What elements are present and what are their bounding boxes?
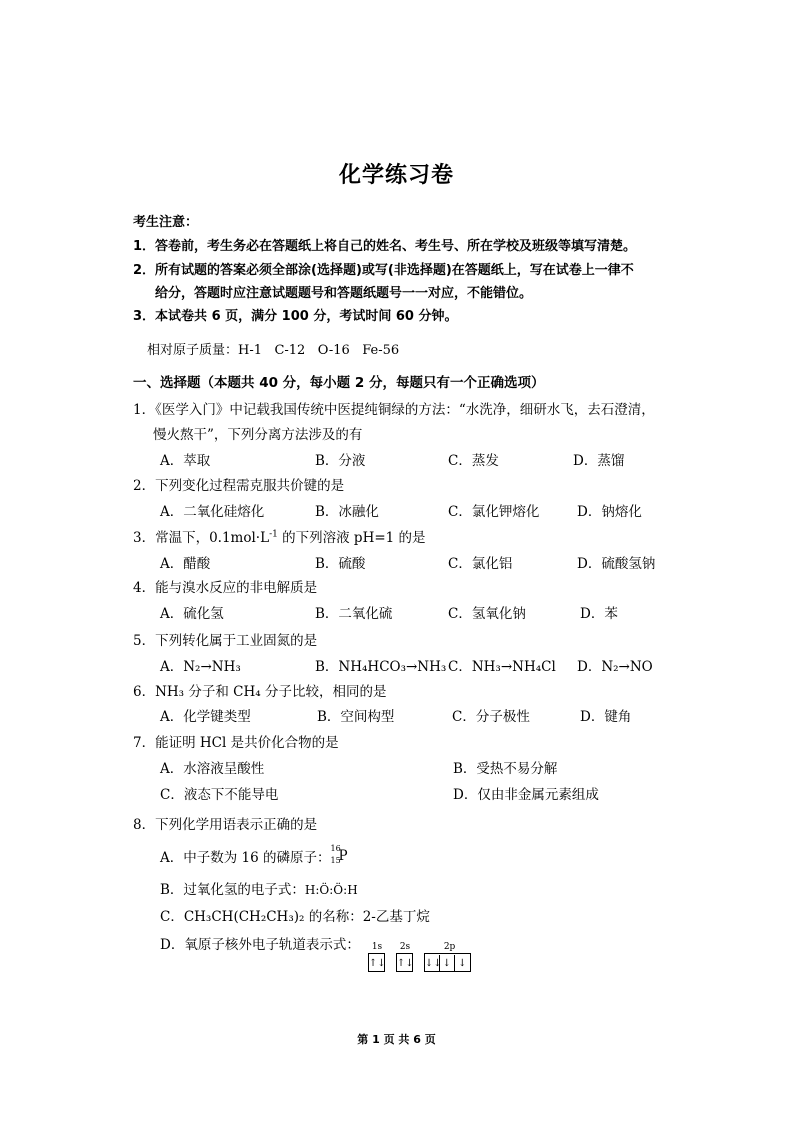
page-footer: 第 1 页 共 6 页 [357,1033,436,1046]
question-8-option-b-text: B．过氧化氢的电子式： [160,882,305,898]
question-1-stem-cont: 慢火熬干”，下列分离方法涉及的有 [153,427,363,443]
phosphorus-nuclide [330,844,353,866]
atomic-number: 15 [330,856,341,865]
question-7-option-a[interactable]: A．水溶液呈酸性 [160,761,265,777]
question-8-option-a-text: A．中子数为 16 的磷原子： [160,850,331,866]
question-3-option-a[interactable]: A．醋酸 [160,556,211,572]
question-2-option-c[interactable]: C．氯化钾熔化 [448,504,540,520]
question-7-option-d[interactable]: D．仅由非金属元素组成 [453,787,599,803]
question-1-option-c[interactable]: C．蒸发 [448,453,499,469]
question-3-stem-post: 的下列溶液 pH=1 的是 [277,530,426,546]
atomic-mass-h: H-1 [238,343,263,358]
orbital-label-2p: 2p [443,942,456,952]
orbital-cell: ↑↓ [368,958,386,969]
question-6-option-a[interactable]: A．化学键类型 [160,709,251,725]
orbital-cell: ↓ [440,955,455,972]
question-2-option-b[interactable]: B．冰融化 [315,504,379,520]
question-3-option-c[interactable]: C．氯化铝 [448,556,513,572]
question-4-option-c[interactable]: C．氢氧化钠 [448,606,526,622]
question-7-stem: 7．能证明 HCl 是共价化合物的是 [133,735,339,751]
question-6-stem: 6．NH₃ 分子和 CH₄ 分子比较，相同的是 [133,684,387,700]
question-8-option-d[interactable] [160,933,471,971]
atomic-mass-fe: Fe-56 [362,343,400,358]
atomic-mass-line [147,339,399,358]
mass-number: 16 [330,844,341,853]
note-item-3: 3．本试卷共 6 页，满分 100 分，考试时间 60 分钟。 [133,309,458,324]
question-3-stem-pre: 3．常温下，0.1mol·L [133,530,270,546]
orbital-label-2s: 2s [399,942,411,952]
orbital-box-2s [396,953,413,972]
orbital-label-1s: 1s [371,942,383,952]
atomic-mass-o: O-16 [317,343,350,358]
notes-heading: 考生注意： [133,215,199,230]
question-8-option-d-text: D．氧原子核外电子轨道表示式： [160,937,360,953]
question-3-stem-sup: -1 [269,529,278,540]
element-symbol: P [338,848,348,864]
question-6-option-b[interactable]: B．空间构型 [317,709,395,725]
question-3-stem [133,526,426,546]
electron-formula: H:Ö:Ö:H [304,883,358,897]
orbital-box-1s [368,953,385,972]
note-item-2: 2．所有试题的答案必须全部涂(选择题)或写(非选择题)在答题纸上，写在试卷上一律不 [133,263,634,278]
question-8-option-b[interactable] [160,878,358,898]
question-3-option-d[interactable]: D．硫酸氢钠 [577,556,656,572]
question-5-option-d[interactable]: D．N₂→NO [577,659,653,675]
atomic-mass-label: 相对原子质量： [147,343,239,358]
note-item-1: 1．答卷前，考生务必在答题纸上将自己的姓名、考生号、所在学校及班级等填写清楚。 [133,239,637,254]
question-4-stem: 4．能与溴水反应的非电解质是 [133,580,318,596]
question-4-option-d[interactable]: D．苯 [580,606,618,622]
orbital-diagram [360,942,471,971]
page-title: 化学练习卷 [338,163,454,188]
orbital-cell: ↓ [458,958,467,969]
question-2-option-d[interactable]: D．钠熔化 [577,504,642,520]
question-5-option-c[interactable]: C．NH₃→NH₄Cl [448,659,556,675]
question-4-option-a[interactable]: A．硫化氢 [160,606,224,622]
question-5-option-b[interactable]: B．NH₄HCO₃→NH₃ [315,659,447,675]
orbital-cell: ↑↓ [396,958,414,969]
question-5-option-a[interactable]: A．N₂→NH₃ [160,659,241,675]
question-2-stem: 2．下列变化过程需克服共价键的是 [133,478,345,494]
question-3-option-b[interactable]: B．硫酸 [315,556,366,572]
question-8-option-a[interactable] [160,846,353,866]
section-heading: 一、选择题（本题共 40 分，每小题 2 分，每题只有一个正确选项） [133,375,545,391]
question-2-option-a[interactable]: A．二氧化硅熔化 [160,504,265,520]
question-7-option-c[interactable]: C．液态下不能导电 [160,787,279,803]
question-6-option-c[interactable]: C．分子极性 [452,709,530,725]
orbital-cell: ↓↓ [425,955,440,972]
note-item-2-cont: 给分，答题时应注意试题题号和答题纸题号一一对应，不能错位。 [155,286,533,301]
question-4-option-b[interactable]: B．二氧化硫 [315,606,393,622]
question-1-option-b[interactable]: B．分液 [315,453,366,469]
atomic-mass-c: C-12 [274,343,306,358]
question-6-option-d[interactable]: D．键角 [580,709,632,725]
question-1-option-a[interactable]: A．萃取 [160,453,211,469]
question-8-option-c[interactable]: C．CH₃CH(CH₂CH₃)₂ 的名称：2-乙基丁烷 [160,909,430,925]
question-5-stem: 5．下列转化属于工业固氮的是 [133,633,318,649]
question-1-stem: 1．《医学入门》中记载我国传统中医提纯铜绿的方法：“水洗净，细研水飞，去石澄清， [133,402,655,418]
question-8-stem: 8．下列化学用语表示正确的是 [133,817,318,833]
question-1-option-d[interactable]: D．蒸馏 [573,453,625,469]
orbital-box-2p [424,953,471,972]
question-7-option-b[interactable]: B．受热不易分解 [453,761,558,777]
